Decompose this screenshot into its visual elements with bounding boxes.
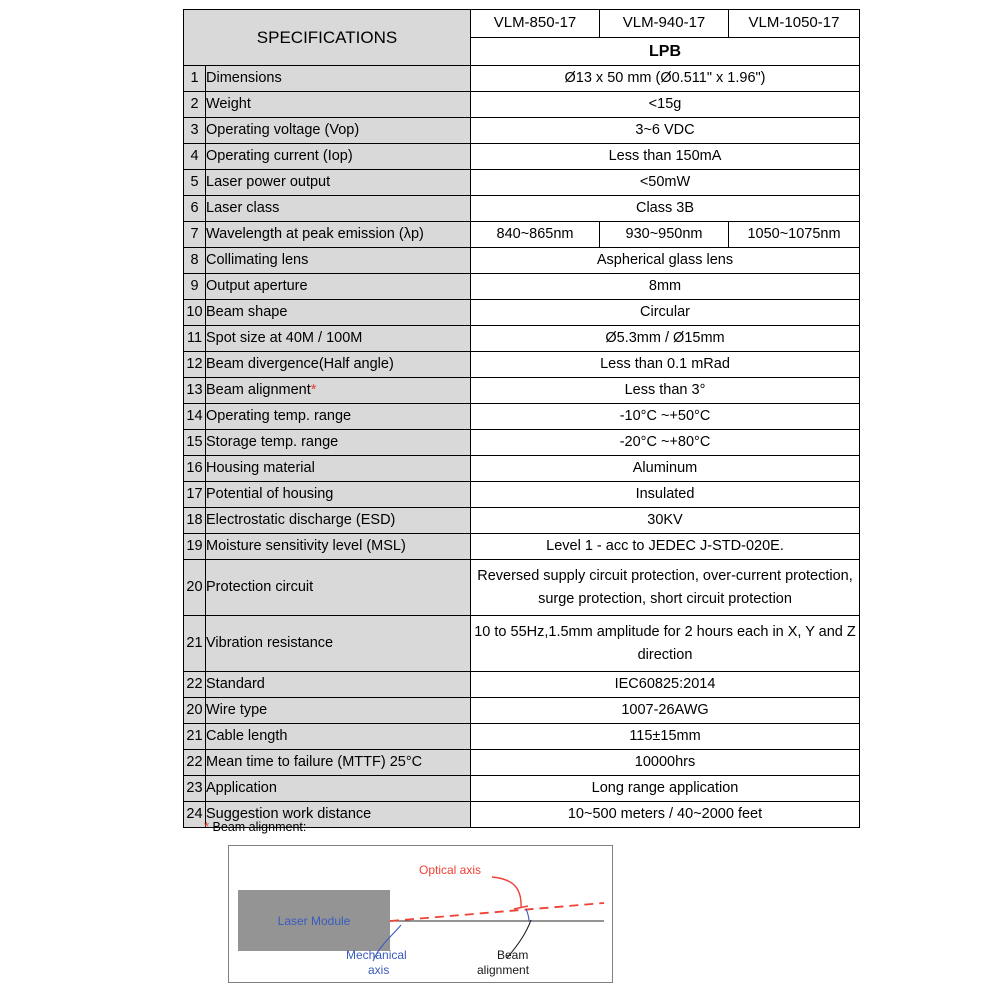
row-label-cell: Electrostatic discharge (ESD): [206, 508, 471, 534]
row-value-cell-2: 930~950nm: [600, 222, 729, 248]
beam-alignment-angle-arc: [526, 909, 529, 921]
table-row: [184, 616, 860, 672]
row-value-cell: Aluminum: [471, 456, 860, 482]
row-number-cell: 24: [184, 802, 206, 828]
optical-axis-label: Optical axis: [419, 863, 482, 877]
row-label-cell: Beam shape: [206, 300, 471, 326]
row-value-cell: Ø13 x 50 mm (Ø0.511" x 1.96"): [471, 66, 860, 92]
model-header-cell-1: VLM-850-17: [471, 10, 600, 38]
row-value-cell: Reversed supply circuit protection, over-current protection, surge protection, short circuit protection: [471, 560, 860, 616]
table-row: [184, 776, 860, 802]
footnote-text: Beam alignment:: [212, 820, 307, 834]
optical-axis-leader: [492, 877, 521, 908]
row-label-cell: Storage temp. range: [206, 430, 471, 456]
row-value-cell: 10000hrs: [471, 750, 860, 776]
row-value-cell: Less than 0.1 mRad: [471, 352, 860, 378]
row-number-cell: 19: [184, 534, 206, 560]
row-value-cell: <15g: [471, 92, 860, 118]
table-row: [184, 274, 860, 300]
row-number-cell: 15: [184, 430, 206, 456]
table-row: [184, 378, 860, 404]
row-value-cell-1: 840~865nm: [471, 222, 600, 248]
row-label-cell: Operating voltage (Vop): [206, 118, 471, 144]
row-number-cell: 12: [184, 352, 206, 378]
row-number-cell: 6: [184, 196, 206, 222]
asterisk-icon: *: [204, 819, 210, 834]
row-value-cell: Insulated: [471, 482, 860, 508]
specifications-table: [183, 9, 860, 828]
row-value-cell: 115±15mm: [471, 724, 860, 750]
row-value-cell: Level 1 - acc to JEDEC J-STD-020E.: [471, 534, 860, 560]
table-row: [184, 352, 860, 378]
row-number-cell: 21: [184, 616, 206, 672]
row-value-cell-3: 1050~1075nm: [729, 222, 860, 248]
row-value-cell: Aspherical glass lens: [471, 248, 860, 274]
row-label-cell: Wavelength at peak emission (λp): [206, 222, 471, 248]
row-number-cell: 1: [184, 66, 206, 92]
beam-alignment-footnote: [204, 819, 306, 834]
table-row: [184, 326, 860, 352]
row-number-cell: 4: [184, 144, 206, 170]
table-row: [184, 508, 860, 534]
row-label-cell: Wire type: [206, 698, 471, 724]
row-value-cell: IEC60825:2014: [471, 672, 860, 698]
row-value-cell: Ø5.3mm / Ø15mm: [471, 326, 860, 352]
row-label-cell: Collimating lens: [206, 248, 471, 274]
table-row: [184, 144, 860, 170]
row-value-cell: -10°C ~+50°C: [471, 404, 860, 430]
row-label-cell: Weight: [206, 92, 471, 118]
table-row: [184, 560, 860, 616]
table-row: [184, 456, 860, 482]
row-number-cell: 10: [184, 300, 206, 326]
row-value-cell: Long range application: [471, 776, 860, 802]
row-value-cell: 10 to 55Hz,1.5mm amplitude for 2 hours each in X, Y and Z direction: [471, 616, 860, 672]
table-row: [184, 222, 860, 248]
table-row: [184, 672, 860, 698]
row-number-cell: 7: [184, 222, 206, 248]
mechanical-axis-label-line1: Mechanical: [346, 948, 407, 962]
table-row: [184, 66, 860, 92]
row-label-cell: Spot size at 40M / 100M: [206, 326, 471, 352]
table-row: [184, 170, 860, 196]
row-number-cell: 8: [184, 248, 206, 274]
row-number-cell: 22: [184, 672, 206, 698]
row-label-cell: Vibration resistance: [206, 616, 471, 672]
row-value-cell: <50mW: [471, 170, 860, 196]
row-value-cell: Less than 3°: [471, 378, 860, 404]
table-row: [184, 248, 860, 274]
row-label-cell: Beam alignment*: [206, 378, 471, 404]
table-row: [184, 430, 860, 456]
row-label-cell: Moisture sensitivity level (MSL): [206, 534, 471, 560]
row-label-cell: Suggestion work distance: [206, 802, 471, 828]
table-row: [184, 698, 860, 724]
row-number-cell: 16: [184, 456, 206, 482]
row-value-cell: 3~6 VDC: [471, 118, 860, 144]
table-row: [184, 534, 860, 560]
row-value-cell: -20°C ~+80°C: [471, 430, 860, 456]
row-label-cell: Protection circuit: [206, 560, 471, 616]
beam-alignment-label-line2: alignment: [477, 963, 530, 977]
specifications-header-cell: SPECIFICATIONS: [184, 10, 471, 66]
row-value-cell: 8mm: [471, 274, 860, 300]
row-label-cell: Output aperture: [206, 274, 471, 300]
row-value-cell: 10~500 meters / 40~2000 feet: [471, 802, 860, 828]
table-row: [184, 92, 860, 118]
row-number-cell: 20: [184, 698, 206, 724]
row-number-cell: 13: [184, 378, 206, 404]
row-number-cell: 3: [184, 118, 206, 144]
row-value-cell: 30KV: [471, 508, 860, 534]
row-number-cell: 23: [184, 776, 206, 802]
table-row: [184, 724, 860, 750]
row-label-cell: Housing material: [206, 456, 471, 482]
beam-alignment-label-line1: Beam: [497, 948, 529, 962]
model-header-cell-2: VLM-940-17: [600, 10, 729, 38]
row-label-cell: Potential of housing: [206, 482, 471, 508]
row-label-cell: Beam divergence(Half angle): [206, 352, 471, 378]
table-row: [184, 196, 860, 222]
row-value-cell: Less than 150mA: [471, 144, 860, 170]
table-row: [184, 482, 860, 508]
row-number-cell: 11: [184, 326, 206, 352]
asterisk-icon: *: [310, 382, 317, 399]
row-label-cell: Standard: [206, 672, 471, 698]
row-label-cell: Application: [206, 776, 471, 802]
row-number-cell: 14: [184, 404, 206, 430]
row-number-cell: 21: [184, 724, 206, 750]
diagram-svg: [229, 846, 612, 982]
row-number-cell: 22: [184, 750, 206, 776]
row-label-cell: Laser class: [206, 196, 471, 222]
specifications-table-container: [183, 9, 859, 828]
row-number-cell: 18: [184, 508, 206, 534]
row-value-cell: 1007-26AWG: [471, 698, 860, 724]
row-number-cell: 2: [184, 92, 206, 118]
laser-module-label: Laser Module: [277, 914, 351, 928]
row-label-cell: Operating temp. range: [206, 404, 471, 430]
row-label-cell: Operating current (Iop): [206, 144, 471, 170]
row-value-cell: Class 3B: [471, 196, 860, 222]
row-number-cell: 9: [184, 274, 206, 300]
model-header-cell-3: VLM-1050-17: [729, 10, 860, 38]
row-label-cell: Cable length: [206, 724, 471, 750]
row-number-cell: 17: [184, 482, 206, 508]
table-row: [184, 404, 860, 430]
table-row: [184, 118, 860, 144]
row-number-cell: 5: [184, 170, 206, 196]
table-header-row-models: [184, 10, 860, 38]
row-number-cell: 20: [184, 560, 206, 616]
table-row: [184, 750, 860, 776]
optical-axis-line: [390, 903, 604, 921]
row-label-cell: Mean time to failure (MTTF) 25°C: [206, 750, 471, 776]
series-header-cell: LPB: [471, 38, 860, 66]
beam-alignment-diagram: [228, 845, 613, 983]
mechanical-axis-label-line2: axis: [368, 963, 390, 977]
row-label-cell: Dimensions: [206, 66, 471, 92]
row-value-cell: Circular: [471, 300, 860, 326]
row-label-cell: Laser power output: [206, 170, 471, 196]
table-row: [184, 300, 860, 326]
